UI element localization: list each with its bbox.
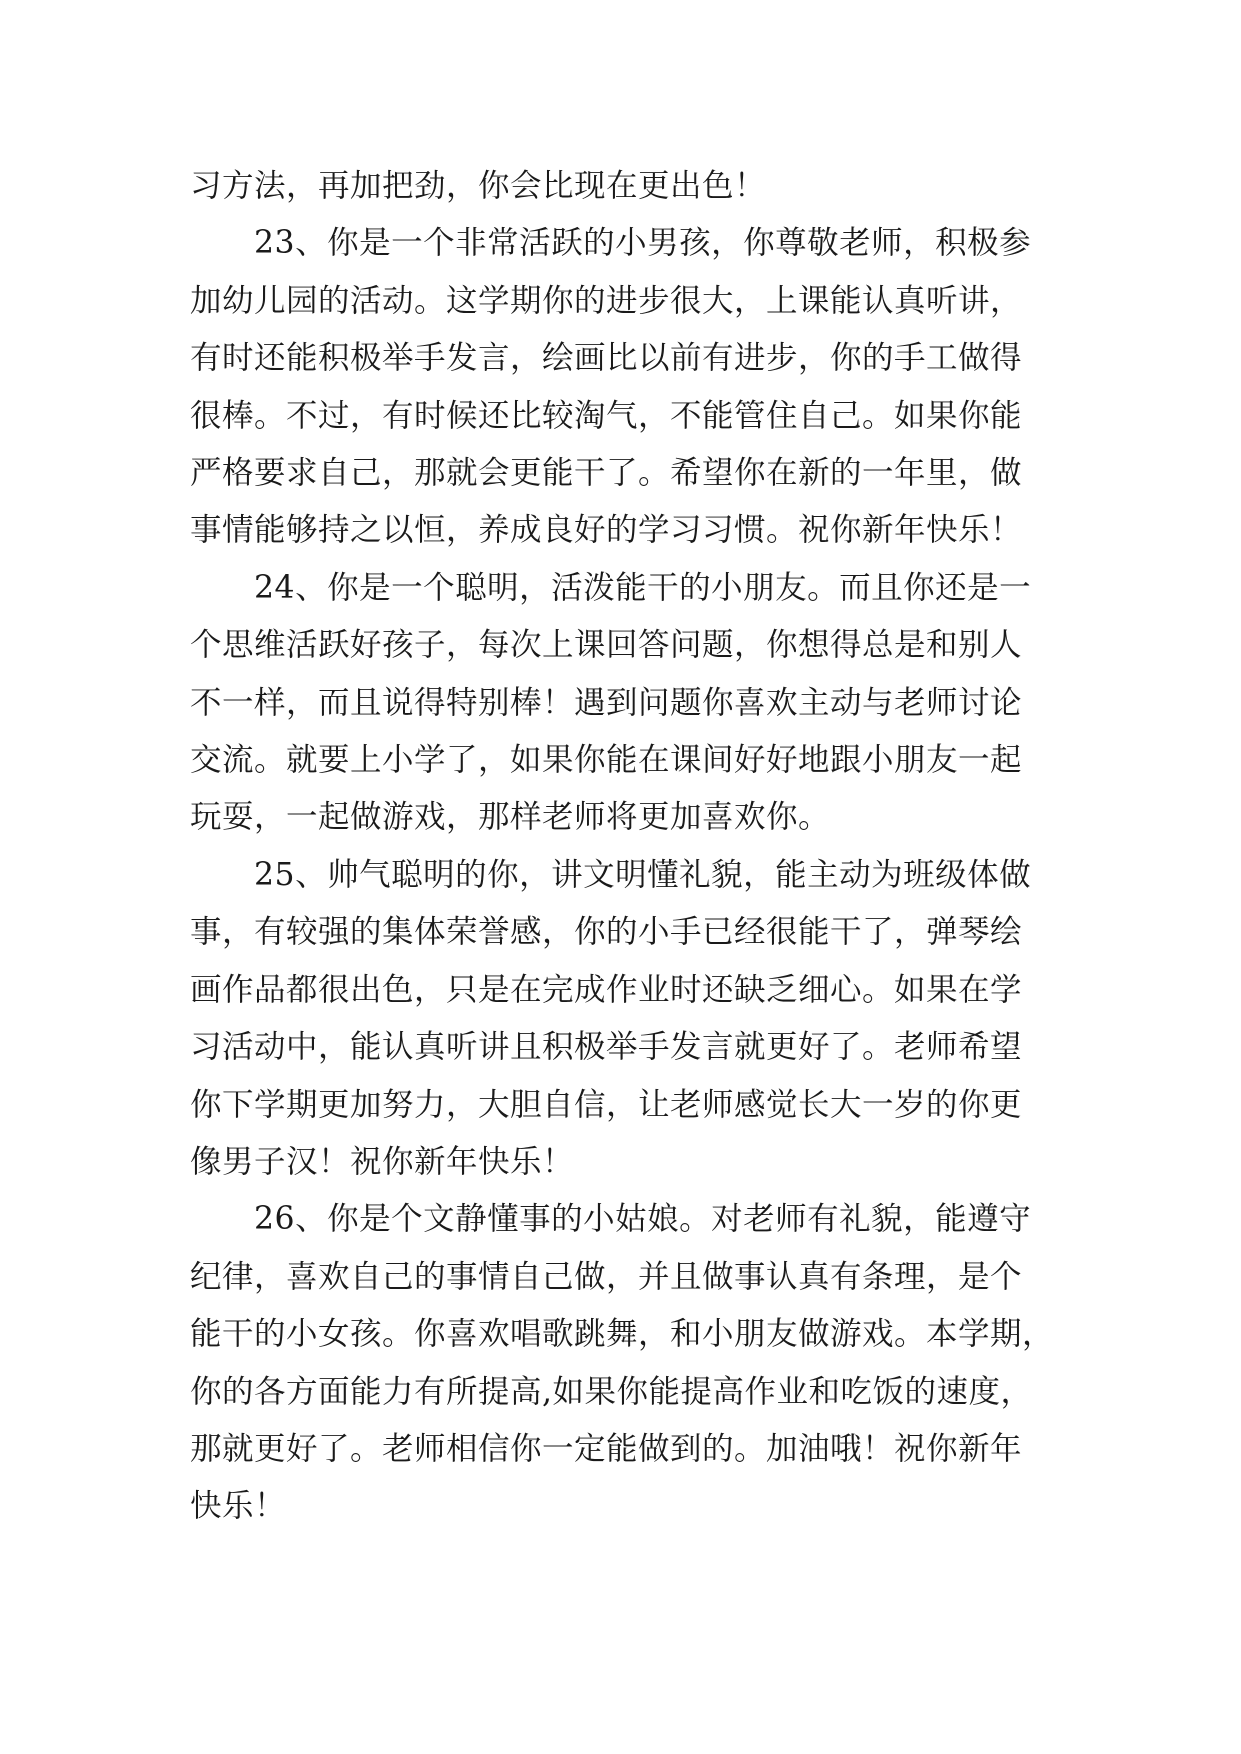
text-line: 快乐！	[190, 1488, 287, 1525]
paragraph-25	[190, 847, 1070, 1191]
paragraph-23	[190, 215, 1070, 559]
text-line: 事情能够持之以恒，养成良好的学习习惯。祝你新年快乐！	[190, 512, 1023, 549]
text-line: 加幼儿园的活动。这学期你的进步很大，上课能认真听讲，	[190, 282, 1023, 319]
text-line: 你的各方面能力有所提高,如果你能提高作业和吃饭的速度，	[190, 1373, 1033, 1410]
text-line: 交流。就要上小学了，如果你能在课间好好地跟小朋友一起	[190, 742, 1023, 779]
text-line: 你下学期更加努力，大胆自信，让老师感觉长大一岁的你更	[190, 1086, 1023, 1123]
text-line: 25、帅气聪明的你，讲文明懂礼貌，能主动为班级体做	[254, 856, 1032, 893]
text-line: 很棒。不过，有时候还比较淘气，不能管住自己。如果你能	[190, 397, 1023, 434]
text-line: 像男子汉！祝你新年快乐！	[190, 1143, 575, 1180]
text-line: 能干的小女孩。你喜欢唱歌跳舞，和小朋友做游戏。本学期，	[190, 1316, 1055, 1353]
text-line: 玩耍，一起做游戏，那样老师将更加喜欢你。	[190, 799, 831, 836]
text-line: 26、你是个文静懂事的小姑娘。对老师有礼貌，能遵守	[254, 1201, 1032, 1238]
text-line: 不一样，而且说得特别棒！遇到问题你喜欢主动与老师讨论	[190, 684, 1023, 721]
text-line: 习活动中，能认真听讲且积极举手发言就更好了。老师希望	[190, 1029, 1023, 1066]
text-line: 纪律，喜欢自己的事情自己做，并且做事认真有条理，是个	[190, 1258, 1023, 1295]
paragraph-continuation	[190, 158, 1070, 215]
paragraph-24	[190, 560, 1070, 847]
text-line: 个思维活跃好孩子，每次上课回答问题，你想得总是和别人	[190, 627, 1023, 664]
text-line: 那就更好了。老师相信你一定能做到的。加油哦！祝你新年	[190, 1430, 1023, 1467]
paragraph-26	[190, 1191, 1070, 1535]
text-line: 24、你是一个聪明，活泼能干的小朋友。而且你还是一	[254, 569, 1032, 606]
text-line: 事，有较强的集体荣誉感，你的小手已经很能干了，弹琴绘	[190, 914, 1023, 951]
text-line: 严格要求自己，那就会更能干了。希望你在新的一年里，做	[190, 455, 1023, 492]
text-line: 习方法，再加把劲，你会比现在更出色！	[190, 168, 767, 204]
document-body	[190, 158, 1070, 1536]
text-line: 画作品都很出色，只是在完成作业时还缺乏细心。如果在学	[190, 971, 1023, 1008]
text-line: 有时还能积极举手发言，绘画比以前有进步，你的手工做得	[190, 340, 1023, 377]
text-line: 23、你是一个非常活跃的小男孩，你尊敬老师，积极参	[254, 225, 1032, 262]
